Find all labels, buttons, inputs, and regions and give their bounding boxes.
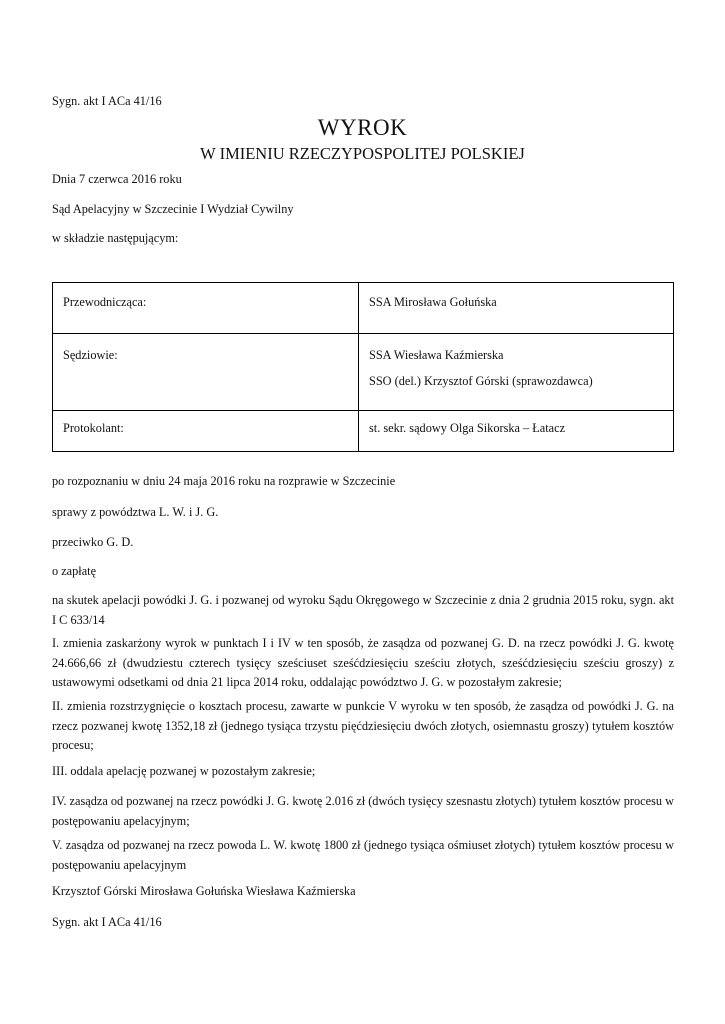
case-signature-top: Sygn. akt I ACa 41/16 xyxy=(52,94,162,108)
court-name: Sąd Apelacyjny w Szczecinie I Wydział Cywilny xyxy=(52,202,294,216)
table-row xyxy=(53,411,674,452)
document-subtitle: W IMIENIU RZECZYPOSPOLITEJ POLSKIEJ xyxy=(200,144,525,163)
plaintiffs: sprawy z powództwa L. W. i J. G. xyxy=(52,505,219,519)
composition-intro: w składzie następującym: xyxy=(52,231,179,245)
judges-label: Sędziowie: xyxy=(53,334,359,411)
judges-cell xyxy=(359,334,674,411)
ruling-point: IV. zasądza od pozwanej na rzecz powódki J. G. kwotę 2.016 zł (dwóch tysięcy szesnastu złotych) tytułem kosztów procesu w postępowaniu apelacyjnym; xyxy=(52,794,674,828)
ruling-point: III. oddala apelację pozwanej w pozostałym zakresie; xyxy=(52,764,316,778)
judges-signatures: Krzysztof Górski Mirosława Gołuńska Wiesława Kaźmierska xyxy=(52,884,356,898)
defendant: przeciwko G. D. xyxy=(52,535,134,549)
hearing-info: po rozpoznaniu w dniu 24 maja 2016 roku na rozprawie w Szczecinie xyxy=(52,474,396,488)
table-row xyxy=(53,283,674,334)
judge-name: SSA Wiesława Kaźmierska xyxy=(369,348,504,362)
ruling-point: V. zasądza od pozwanej na rzecz powoda L. W. kwotę 1800 zł (jednego tysiąca ośmiuset złotych) tytułem kosztów procesu w postępowaniu apelacyjnym xyxy=(52,838,674,872)
court-composition-table xyxy=(52,282,674,452)
case-subject: o zapłatę xyxy=(52,564,97,578)
clerk-label: Protokolant: xyxy=(53,411,359,452)
ruling-point: I. zmienia zaskarżony wyrok w punktach I i IV w ten sposób, że zasądza od pozwanej G. D. na rzecz powódki J. G. kwotę 24.666,66 zł (dwudziestu czterech tysięcy sześciuset sześćdziesięciu sześciu złotych, sześćdziesięciu sześciu groszy) z ustawowymi odsetkami od dnia 21 lipca 2014 roku, oddalając powództwo J. G. w pozostałym zakresie; xyxy=(52,636,674,689)
case-signature-bottom: Sygn. akt I ACa 41/16 xyxy=(52,915,162,929)
table-row xyxy=(53,334,674,411)
chair-label: Przewodnicząca: xyxy=(53,283,359,334)
chair-name: SSA Mirosława Gołuńska xyxy=(359,283,674,334)
document-title: WYROK xyxy=(317,115,408,140)
clerk-name: st. sekr. sądowy Olga Sikorska – Łatacz xyxy=(359,411,674,452)
appeal-basis: na skutek apelacji powódki J. G. i pozwanej od wyroku Sądu Okręgowego w Szczecinie z dnia 2 grudnia 2015 roku, sygn. akt I C 633/14 xyxy=(52,593,674,627)
judgment-date: Dnia 7 czerwca 2016 roku xyxy=(52,172,182,186)
ruling-point: II. zmienia rozstrzygnięcie o kosztach procesu, zawarte w punkcie V wyroku w ten sposób, że zasądza od powódki J. G. na rzecz pozwanej kwotę 1352,18 zł (jednego tysiąca trzystu pięćdziesięciu dwóch złotych, osiemnastu groszy) tytułem kosztów procesu; xyxy=(52,699,674,752)
judge-name: SSO (del.) Krzysztof Górski (sprawozdawca) xyxy=(369,373,593,388)
